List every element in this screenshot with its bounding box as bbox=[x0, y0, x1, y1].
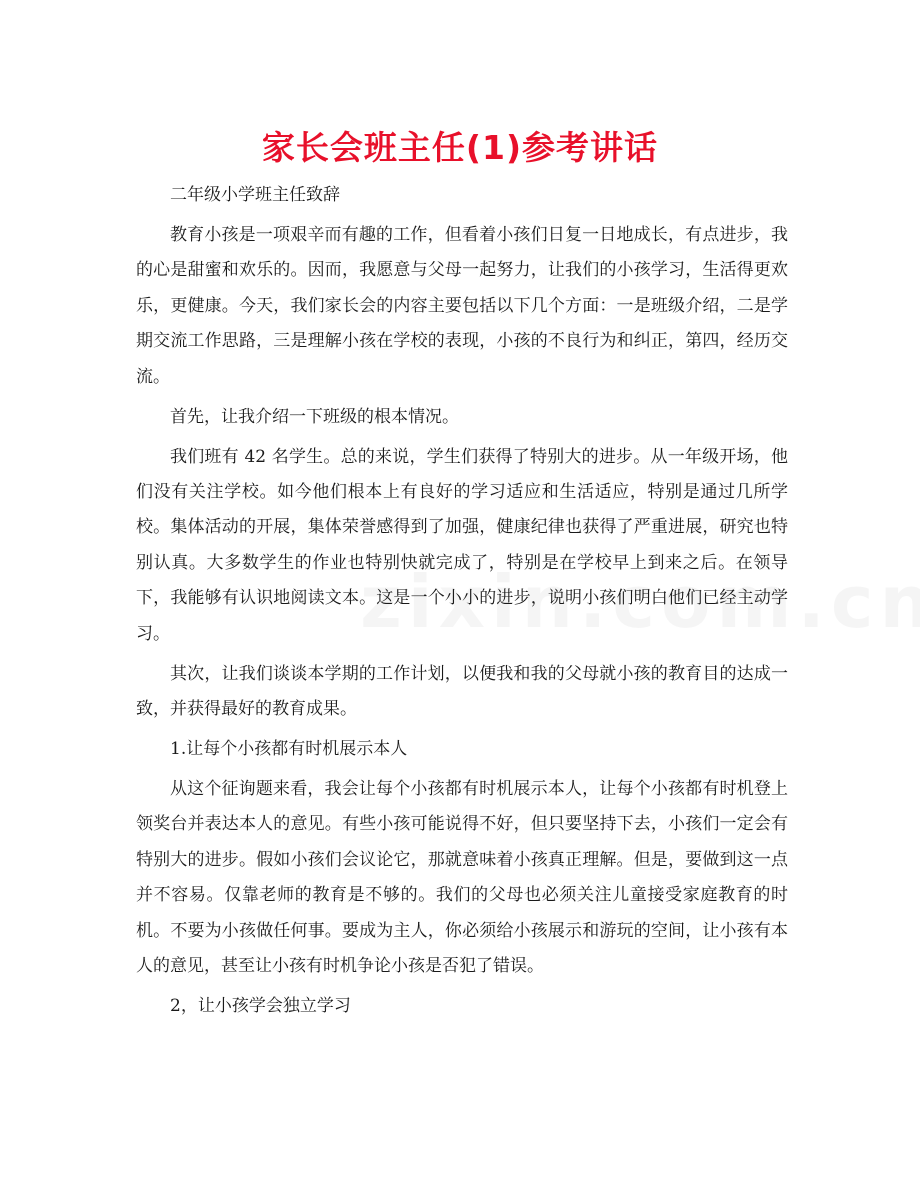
document-body bbox=[136, 178, 788, 1029]
paragraph-class-info: 我们班有 42 名学生。总的来说，学生们获得了特别大的进步。从一年级开场，他们没有关注学校。如今他们根本上有良好的学习适应和生活适应，特别是通过几所学校。集体活动的开展，集体荣誉感得到了加强，健康纪律也获得了严重进展，研究也特别认真。大多数学生的作业也特别快就完成了，特别是在学校早上到来之后。在领导下，我能够有认识地阅读文本。这是一个小小的进步，说明小孩们明白他们已经主动学习。 bbox=[136, 446, 788, 644]
paragraph-first: 首先，让我介绍一下班级的根本情况。 bbox=[170, 406, 459, 427]
paragraph-second: 其次，让我们谈谈本学期的工作计划，以便我和我的父母就小孩的教育目的达成一致，并获得最好的教育成果。 bbox=[136, 663, 788, 720]
paragraph-point-1-body: 从这个征询题来看，我会让每个小孩都有时机展示本人，让每个小孩都有时机登上领奖台并表达本人的意见。有些小孩可能说得不好，但只要坚持下去，小孩们一定会有特别大的进步。假如小孩们会议论它，那就意味着小孩真正理解。但是，要做到这一点并不容易。仅靠老师的教育是不够的。我们的父母也必须关注儿童接受家庭教育的时机。不要为小孩做任何事。要成为主人，你必须给小孩展示和游玩的空间，让小孩有本人的意见，甚至让小孩有时机争论小孩是否犯了错误。 bbox=[136, 779, 788, 977]
paragraph-point-1-heading: 1.让每个小孩都有时机展示本人 bbox=[170, 739, 408, 760]
paragraph-intro: 教育小孩是一项艰辛而有趣的工作，但看着小孩们日复一日地成长，有点进步，我的心是甜蜜和欢乐的。因而，我愿意与父母一起努力，让我们的小孩学习，生活得更欢乐，更健康。今天，我们家长会的内容主要包括以下几个方面：一是班级介绍，二是学期交流工作思路，三是理解小孩在学校的表现，小孩的不良行为和纠正，第四，经历交流。 bbox=[136, 225, 788, 387]
paragraph-point-2-heading: 2，让小孩学会独立学习 bbox=[170, 996, 351, 1017]
page-title: 家长会班主任(1)参考讲话 bbox=[261, 128, 659, 167]
paragraph-subtitle: 二年级小学班主任致辞 bbox=[170, 185, 340, 205]
